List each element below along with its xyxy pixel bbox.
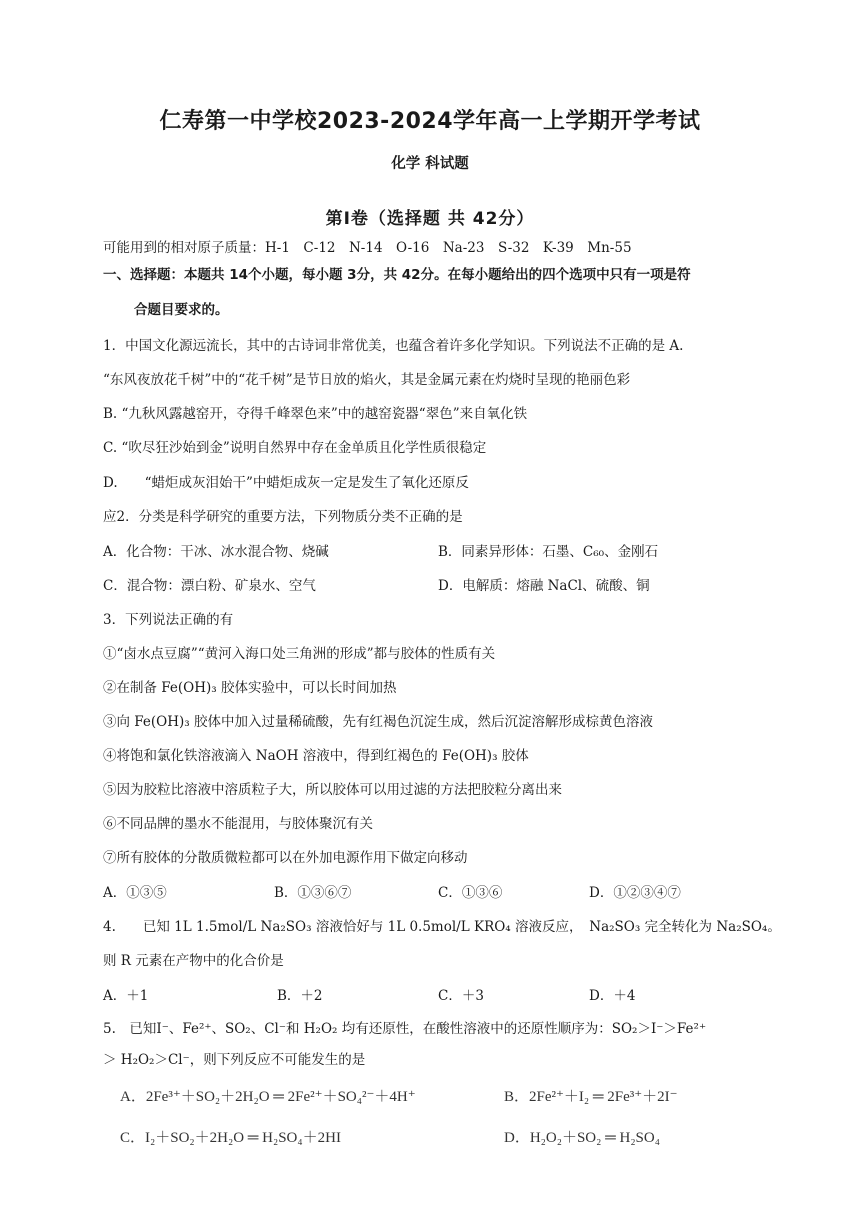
question-5-option-a: A．2Fe³⁺＋SO₂＋2H₂O ═ 2Fe²⁺＋SO₄²⁻＋4H⁺ [120,1089,416,1105]
question-5-stem-2: ＞ H₂O₂＞Cl⁻，则下列反应不可能发生的是 [103,1052,366,1068]
instructions-line-2: 合题目要求的。 [134,302,229,318]
question-1-option-a: “东风夜放花千树”中的“花千树”是节日放的焰火，其是金属元素在灼烧时呈现的艳丽色彩 [103,372,631,388]
question-1-option-d: D. “蜡炬成灰泪始干”中蜡炬成灰一定是发生了氧化还原反 [103,475,469,491]
question-2-option-d: D．电解质：熔融 NaCl、硫酸、铜 [438,578,650,594]
section-heading: 第Ⅰ卷（选择题 共 42分） [325,209,535,229]
question-3-option-b: B．①③⑥⑦ [274,885,352,901]
question-4-stem: 4. 已知 1L 1.5mol/L Na₂SO₃ 溶液恰好与 1L 0.5mol/L KRO₄ 溶液反应， Na₂SO₃ 完全转化为 Na₂SO₄。 [103,919,781,935]
question-5-option-b: B．2Fe²⁺＋I₂ ═ 2Fe³⁺＋2I⁻ [504,1089,678,1105]
question-1-option-b: B. “九秋风露越窑开，夺得千峰翠色来”中的越窑瓷器“翠色”来自氧化铁 [103,406,528,422]
question-2-option-a: A．化合物：干冰、冰水混合物、烧碱 [103,544,329,560]
question-5-stem: 5. 已知I⁻、Fe²⁺、SO₂、Cl⁻和 H₂O₂ 均有还原性，在酸性溶液中的还原性顺序为：SO₂＞I⁻＞Fe²⁺ [103,1021,707,1037]
question-2-stem: 应2．分类是科学研究的重要方法，下列物质分类不正确的是 [103,509,463,525]
question-3-item-3: ③向 Fe(OH)₃ 胶体中加入过量稀硫酸，先有红褐色沉淀生成，然后沉淀溶解形成棕黄色溶液 [103,714,653,730]
question-3-item-2: ②在制备 Fe(OH)₃ 胶体实验中，可以长时间加热 [103,680,397,696]
question-4-option-b: B．＋2 [277,988,323,1004]
question-3-item-5: ⑤因为胶粒比溶液中溶质粒子大，所以胶体可以用过滤的方法把胶粒分离出来 [103,782,562,798]
question-3-stem: 3．下列说法正确的有 [103,612,234,628]
atomic-masses: 可能用到的相对原子质量：H-1 C-12 N-14 O-16 Na-23 S-32 K-39 Mn-55 [103,240,632,256]
question-3-option-d: D．①②③④⑦ [589,885,681,901]
question-5-option-c: C．I₂＋SO₂＋2H₂O ═ H₂SO₄＋2HI [120,1130,341,1146]
question-4-option-c: C．＋3 [438,988,484,1004]
question-1-stem: 1．中国文化源远流长，其中的古诗词非常优美，也蕴含着许多化学知识。下列说法不正确的是 A. [103,338,684,354]
question-1-option-c: C. “吹尽狂沙始到金”说明自然界中存在金单质且化学性质很稳定 [103,440,487,456]
question-4-option-a: A．＋1 [103,988,149,1004]
question-4-stem-2: 则 R 元素在产物中的化合价是 [103,953,284,969]
question-2-option-c: C．混合物：漂白粉、矿泉水、空气 [103,578,316,594]
question-5-option-d: D．H₂O₂＋SO₂ ═ H₂SO₄ [504,1130,660,1146]
instructions-line-1: 一、选择题：本题共 14个小题，每小题 3分，共 42分。在每小题给出的四个选项中只有一项是符 [103,267,691,283]
question-3-item-1: ①“卤水点豆腐”“黄河入海口处三角洲的形成”都与胶体的性质有关 [103,646,496,662]
question-2-option-b: B．同素异形体：石墨、C₆₀、金刚石 [438,544,659,560]
exam-title: 仁寿第一中学校2023-2024学年高一上学期开学考试 [159,109,701,134]
exam-subtitle: 化学 科试题 [391,156,469,172]
question-3-option-a: A．①③⑤ [103,885,167,901]
question-3-item-6: ⑥不同品牌的墨水不能混用，与胶体聚沉有关 [103,816,373,832]
question-3-item-4: ④将饱和氯化铁溶液滴入 NaOH 溶液中，得到红褐色的 Fe(OH)₃ 胶体 [103,748,529,764]
question-3-option-c: C．①③⑥ [438,885,503,901]
question-3-item-7: ⑦所有胶体的分散质微粒都可以在外加电源作用下做定向移动 [103,850,468,866]
question-4-option-d: D．＋4 [589,988,636,1004]
